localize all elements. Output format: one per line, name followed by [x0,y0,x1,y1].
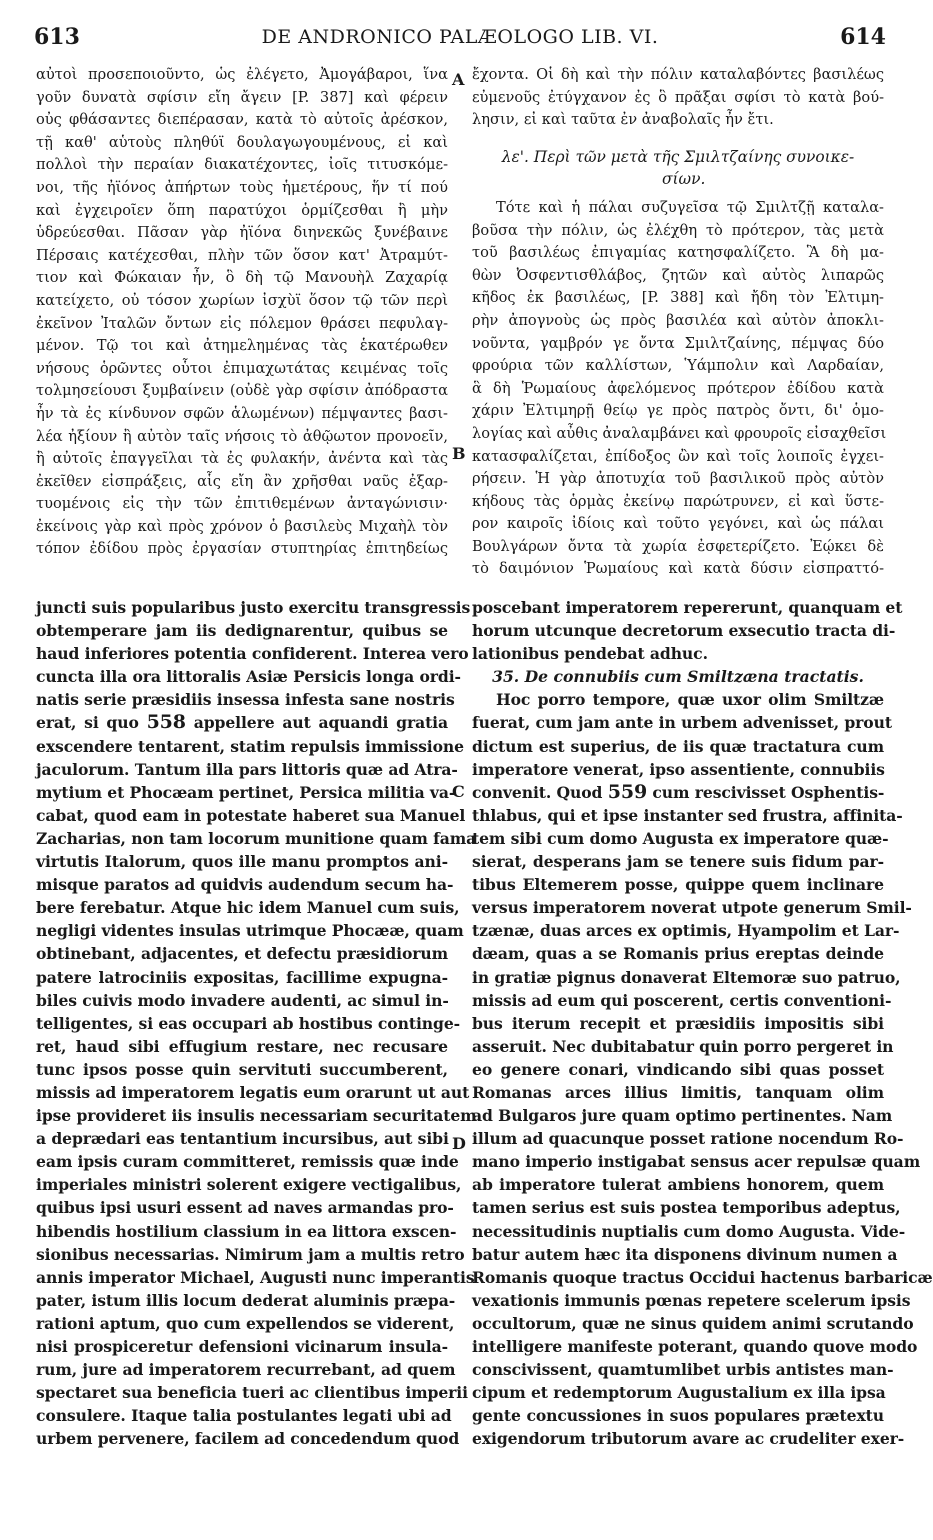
latin-text-right-column [472,596,933,1516]
text-line: horum utcunque decretorum exsecutio tracta di- [472,621,896,641]
text-line: imperatore venerat, ipso assentiente, connubiis [472,759,885,779]
greek-section-title: λε'. Περὶ τῶν μετὰ τῆς Σμιλτζαίνης συνοικε- [501,147,855,166]
text-line: telligentes, si eas occupari ab hostibus continge- [36,1013,461,1033]
text-line: Πέρσαις κατέχεσθαι, πλὴν τῶν ὅσον κατ' Ἀτραμύτ- [36,246,448,264]
text-line: a deprædari eas tentantium incursibus, aut sibi [36,1129,449,1149]
text-line: obtinebant, adjacentes, et defectu præsidiorum [36,944,448,964]
text-line: τολμησείουσι ξυμβαίνειν (οὐδὲ γὰρ σφίσιν ἀπόδραστα [36,382,448,400]
text-line: patere latrociniis expositas, facillime expugna- [36,967,448,987]
text-line: vexationis immunis pœnas repetere scelerum ipsis [472,1290,911,1310]
text-line: virtutis Italorum, quos ille manu promptos ani- [36,852,448,872]
text-line: sionibus necessarias. Nimirum jam a multis retro [36,1244,465,1264]
text-line: τὸ δαιμόνιον Ῥωμαίους καὶ κατὰ δύσιν εἰσπραττό- [472,560,884,578]
text-line: χάριν Ἐλτιμηρῇ θείῳ γε πρὸς πατρὸς ὄντι, δι' ὁμο- [472,402,884,420]
latin-paragraph-right-top [472,596,903,665]
text-line: ρον καιροῖς ἰδίοις καὶ τοῦτο γεγόνει, καὶ ὡς πάλαι [472,515,884,533]
text-line: ret, haud sibi effugium restare, nec recusare [36,1036,448,1056]
text-line: νοι, τῆς ἠϊόνος ἀπήρτων τοὺς ἡμετέρους, ἥν τί πού [36,178,448,196]
text-line: annis imperator Michael, Augusti nunc imperantis [36,1267,475,1287]
page-number-left: 613 [34,24,80,50]
text-line: κήδους τὰς ὁρμὰς ἐκείνῳ παρώτρυνεν, εἰ καὶ ὕστε- [472,492,884,510]
text-line: batur autem hæc ita disponens divinum numen a [472,1244,898,1264]
text-line: ἔχοντα. Οἱ δὴ καὶ τὴν πόλιν καταλαβόντες βασιλέως [472,66,884,83]
text-line: τυομένοις εἰς τὴν τῶν ἐπιτιθεμένων ἀνταγώνισιν· [36,495,448,513]
text-line: conscivissent, quamtumlibet urbis antistes man- [472,1360,894,1380]
text-line: nisi prospiceretur defensioni vicinarum insula- [36,1337,448,1356]
text-line: intelligere manifeste poterant, quando quove modo [472,1337,918,1356]
text-line: misque paratos ad quidvis audendum secum ha- [36,875,454,895]
text-line: erat, si quo 558 appellere aut aquandi gratia [36,711,448,734]
text-line: τοῦ βασιλέως ἐπιγαμίας κατησφαλίζετο. Ἃ δὴ μα- [472,244,884,262]
text-line: ρήσειν. Ἡ γὰρ ἀποτυχία τοῦ βασιλικοῦ πρὸς αὐτὸν [472,470,884,488]
text-line: natis serie præsidiis insessa infesta sane nostris [36,690,455,710]
greek-paragraph-right-main [472,197,887,581]
text-line: Hoc porro tempore, quæ uxor olim Smiltzæ [496,690,884,710]
text-line: κῆδος ἐκ βασιλέως, [P. 388] καὶ ἤδη τὸν Ἐλτιμη- [472,289,884,307]
text-line: βοῦσα τὴν πόλιν, ὡς ἐλέχθη τὸ πρότερον, τὰς μετὰ [472,221,884,239]
text-line: fuerat, cum jam ante in urbem advenisset, prout [472,713,892,733]
text-line: αὐτοὶ προσεποιοῦντο, ὡς ἐλέγετο, Ἀμογάβαροι, ἵνα [36,66,448,83]
text-line: τιον καὶ Φώκαιαν ἦν, ὃ δὴ τῷ Μανουὴλ Ζαχαρίᾳ [36,269,448,287]
text-line: exscendere tentarent, statim repulsis immissione [36,736,464,756]
text-line: Zacharias, non tam locorum munitione quam fama [36,828,477,848]
text-line: spectaret sua beneficia tueri ac clientibus imperii [36,1383,468,1403]
text-line: tzænæ, duas arces ex optimis, Hyampolim et Lar- [472,921,900,941]
latin-paragraph-right-main [472,688,933,1450]
text-line: convenit. Quod 559 cum rescivisset Osphentis- [472,780,885,803]
text-line: mytium et Phocæam pertinet, Persica militia va- [36,782,456,802]
text-line: necessitudinis nuptialis cum domo Augusta. Vide- [472,1221,906,1241]
text-line: consulere. Itaque talia postulantes legati ubi ad [36,1406,452,1426]
text-line: exigendorum tributorum avare ac crudeliter exer- [472,1429,905,1449]
text-line: juncti suis popularibus justo exercitu transgressis [36,598,471,617]
text-line: haud inferiores potentia confiderent. Interea vero [36,644,469,664]
greek-section-title-continuation: σίων. [662,170,706,189]
margin-letter-b: B [452,444,466,463]
text-line: καὶ ἐγχειροῖεν ὅπη παρατύχοι ὁρμίζεσθαι ἢ μὴν [36,201,448,219]
text-line: λησιν, εἰ καὶ ταῦτα ἐν ἀναβολαῖς ἦν ἔτι. [472,111,774,129]
page-number-right: 614 [840,24,886,50]
text-line: ἐκεῖθεν εἰσπράξεις, αἷς εἴη ἂν χρῆσθαι ναῦς ἐξαρ- [36,472,448,490]
greek-paragraph-right-top [472,64,884,132]
margin-letter-c: C [452,782,465,801]
text-line: ὑδρεύεσθαι. Πᾶσαν γὰρ ἠϊόνα διηνεκῶς ξυνέβαινε [36,224,448,242]
latin-text-left-column [36,596,477,1516]
page-header [34,24,886,58]
text-line: rum, jure ad imperatorem recurrebant, ad quem [36,1360,456,1380]
text-line: cipum et redemptorum Augustalium ex illa ipsa [472,1383,886,1403]
text-line: τῇ καθ' αὑτοὺς πληθύϊ δουλαγωγουμένους, εἰ καὶ [36,133,448,151]
text-line: εὐμενοῦς ἐτύγχανον ἐς ὃ πρᾶξαι σφίσι τὸ κατὰ βού- [472,88,884,106]
margin-letter-a: A [452,70,465,89]
text-line: biles cuivis modo invadere audenti, ac simul in- [36,990,449,1010]
folio-marker: 559 [607,780,648,803]
text-line: φρούρια τῶν καλλίστων, Ὑάμπολιν καὶ Λαρδαίαν, [472,357,884,375]
text-line: imperiales ministri solerent exigere vectigalibus, [36,1175,462,1195]
text-line: hibendis hostilium classium in ea littora exscen- [36,1221,457,1241]
text-line: dæam, quas a se Romanis prius ereptas deinde [472,944,884,964]
text-line: ρὴν ἀπογνοὺς ὡς πρὸς βασιλέα καὶ αὐτὸν ἀποκλι- [472,311,884,329]
text-line: κατασφαλίζεται, ἐπίδοξος ὢν καὶ τοῖς λοιποῖς ἐγχει- [472,447,884,465]
text-line: urbem pervenere, facilem ad concedendum quod [36,1429,460,1449]
text-line: γοῦν δυνατὰ σφίσιν εἴη ἄγειν [P. 387] καὶ φέρειν [36,88,448,106]
text-line: ἢ αὐτοῖς ἐπαγγεῖλαι τὰ ἐς φυλακήν, ἀνέντα καὶ τὰς [36,450,448,468]
text-line: asseruit. Nec dubitabatur quin porro pergeret in [472,1036,894,1056]
text-line: bus iterum recepit et præsidiis impositis sibi [472,1013,884,1033]
text-line: sierat, desperans jam se tenere suis fidum par- [472,852,884,872]
text-line: rationi aptum, quo cum expellendos se viderent, [36,1313,455,1333]
text-line: occultorum, quæ ne sinus quidem animi scrutando [472,1313,914,1333]
text-line: obtemperare jam iis dedignarentur, quibus se [36,621,448,641]
text-line: tem sibi cum domo Augusta ex imperatore quæ- [472,828,889,848]
text-line: cuncta illa ora littoralis Asiæ Persicis longa ordi- [36,667,461,687]
text-line: Romanis quoque tractus Occidui hactenus barbaricæ [472,1267,933,1287]
text-line: λέα ἠξίουν ἢ αὐτὸν ταῖς νήσοις τὸ ἀθῷωτον προνοεῖν, [36,427,448,445]
text-line: ἦν τὰ ἐς κίνδυνον σφῶν ἁλωμένων) πέμψαντες βασι- [36,404,448,422]
text-line: negligi videntes insulas utrimque Phocææ, quam [36,921,464,941]
text-line: λογίας καὶ αὖθις ἀναλαμβάνει καὶ φρουροῖς εἰσαχθεῖσι [472,424,887,442]
text-line: νήσους ὁρῶντες οὗτοι ἐπιμαχωτάτας κειμένας τοῖς [36,359,448,377]
text-line: versus imperatorem noverat utpote generum Smil- [472,898,912,918]
text-line: tamen serius est suis postea temporibus adeptus, [472,1198,901,1218]
greek-text-left-column [36,64,448,594]
text-line: tibus Eltemerem posse, quippe quem inclinare [472,875,884,895]
text-line: mano imperio instigabat sensus acer repulsæ quam [472,1152,921,1172]
text-line: πολλοὶ τὴν περαίαν διακατέχοντες, ἰοῖς τιτυσκόμε- [36,156,448,174]
text-line: Βουλγάρων ὄντα τὰ χωρία ἐσφετερίζετο. Ἐῴκει δὲ [472,537,884,555]
text-line: θὼν Ὀσφεντισθλάβος, ζητῶν καὶ αὐτὸς λιπαρῶς [472,266,884,284]
text-line: missis ad imperatorem legatis eum orarunt ut aut [36,1082,470,1102]
text-line: ἐκεῖνον Ἰταλῶν ὄντων εἰς πόλεμον θράσει πεφυλαγ- [36,314,448,332]
folio-marker: 558 [146,711,186,734]
margin-letter-d: D [452,1134,466,1153]
text-line: ab imperatore tulerat ambiens honorem, quem [472,1175,884,1195]
text-line: cabat, quod eam in potestate haberet sua Manuel [36,805,466,825]
text-line: bere ferebatur. Atque hic idem Manuel cum suis, [36,898,460,918]
text-line: ἐκείνοις γὰρ καὶ πρὸς χρόνον ὁ βασιλεὺς Μιχαὴλ τὸν [36,517,448,535]
greek-text-right-column [472,64,887,594]
text-line: poscebant imperatorem repererunt, quanquam et [472,598,903,617]
running-title: DE ANDRONICO PALÆOLOGO LIB. VI. [261,26,659,48]
text-line: thlabus, qui et ipse instanter sed frustra, affinita- [472,805,903,825]
text-line: eam ipsis curam committeret, remissis quæ inde [36,1152,459,1172]
text-line: illum ad quacunque posset ratione nocendum Ro- [472,1129,904,1149]
text-line: τόπον ἐδίδου πρὸς ἐργασίαν στυπτηρίας ἐπιτηδείως [36,540,448,558]
text-line: Romanas arces illius limitis, tanquam olim [472,1082,884,1102]
text-line: dictum est superius, de iis quæ tractatura cum [472,736,884,756]
text-line: κατείχετο, οὐ τόσον χωρίων ἰσχὺϊ ὅσον τῷ τῶν περὶ [36,291,448,309]
text-line: missis ad eum qui poscerent, certis conventioni- [472,990,892,1010]
text-line: ipse provideret iis insulis necessariam securitatem [36,1106,477,1126]
text-line: ad Bulgaros jure quam optimo pertinentes. Nam [472,1106,893,1126]
text-line: eo genere conari, vindicando sibi quas posset [472,1059,884,1079]
text-line: gente concussiones in suos populares prætextu [472,1406,884,1426]
latin-section-title: 35. De connubiis cum Smiltzæna tractatis. [492,667,864,687]
text-line: jaculorum. Tantum illa pars littoris quæ ad Atra- [36,759,458,779]
text-line: ἃ δὴ Ῥωμαίους ἀφελόμενος πρότερον ἐδίδου κατὰ [472,379,884,397]
text-line: lationibus pendebat adhuc. [472,644,708,664]
text-line: pater, istum illis locum dederat aluminis præpa- [36,1290,456,1310]
text-line: μένον. Τῷ τοι καὶ ἀτημελημένας τὰς ἑκατέρωθεν [36,337,448,355]
text-line: quibus ipsi usuri essent ad naves armandas pro- [36,1198,454,1218]
text-line: οὐς φθάσαντες διεπέρασαν, κατὰ τὸ αὐτοῖς ἀρέσκον, [36,111,448,129]
text-line: tunc ipsos posse quin servituti succumberent, [36,1059,448,1079]
text-line: in gratiæ pignus donaverat Eltemoræ suo patruo, [472,967,901,987]
text-line: νοῦντα, γαμβρόν γε ὄντα Σμιλτζαίνης, πέμψας δύο [472,334,884,352]
text-line: Τότε καὶ ἡ πάλαι συζυγεῖσα τῷ Σμιλτζῇ καταλα- [496,198,884,216]
